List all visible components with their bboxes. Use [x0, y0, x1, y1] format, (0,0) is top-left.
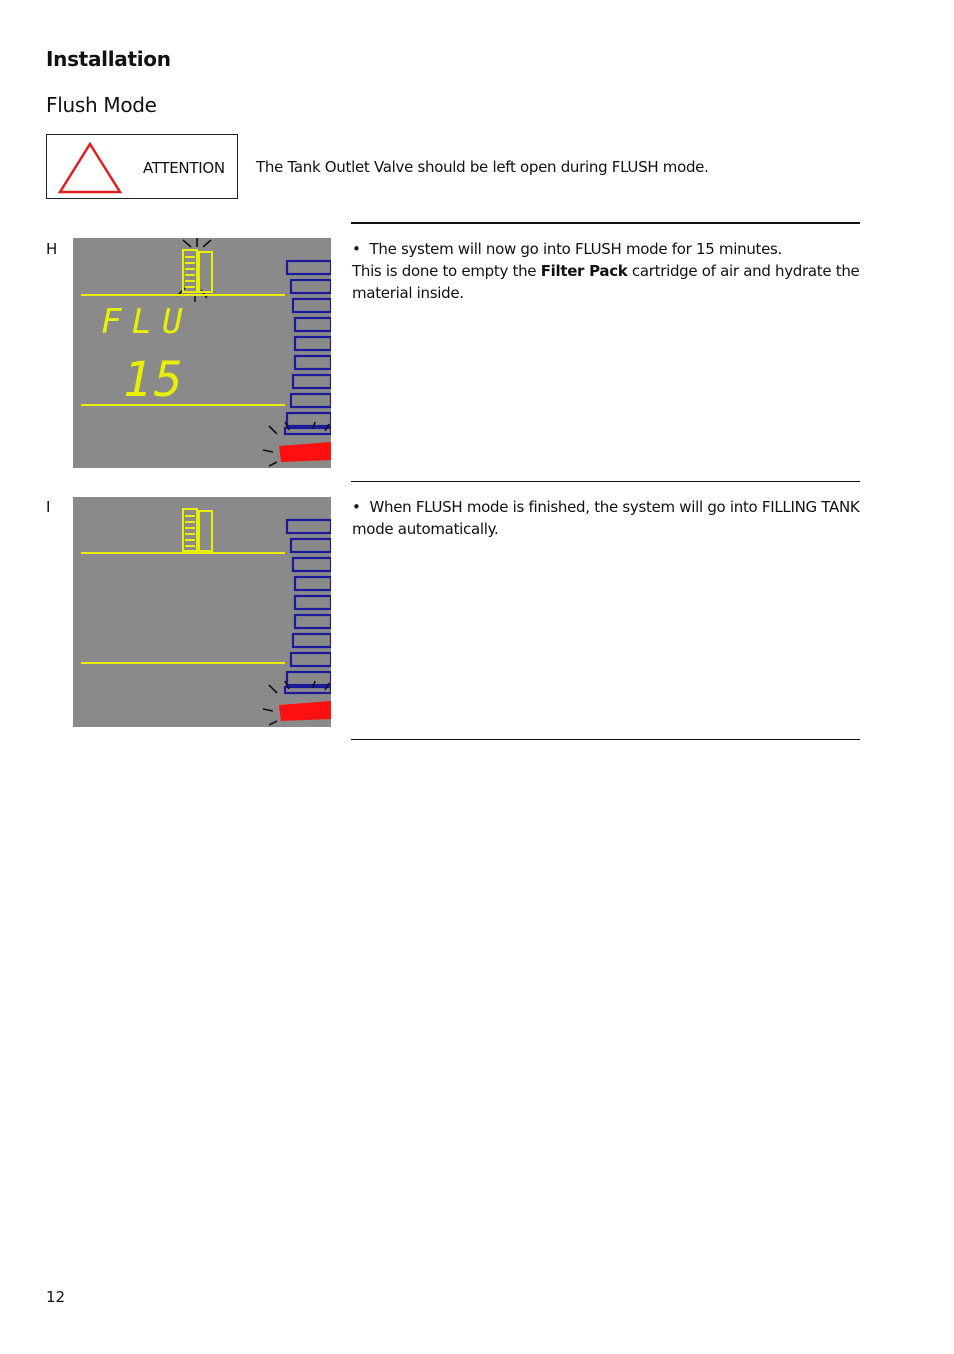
lcd-mode-text: FLU	[101, 302, 193, 342]
red-indicator	[279, 701, 331, 721]
cartridge-icon	[183, 509, 212, 551]
bullet: •	[352, 498, 361, 516]
paragraph-text: This is done to empty the	[352, 262, 541, 280]
product-name: Filter Pack	[540, 262, 628, 280]
paragraph-text: cartridge of air and hydrate the material inside.	[352, 262, 860, 302]
step-letter: H	[46, 240, 58, 258]
paragraph	[352, 260, 862, 304]
bullet-text: When FLUSH mode is finished, the system will go into FILLING TANK mode automatically.	[352, 498, 860, 538]
lcd-display-flush	[73, 238, 331, 468]
subsection-title: Flush Mode	[46, 93, 157, 117]
divider	[351, 739, 860, 740]
bullet-item	[352, 238, 862, 260]
bullet-text: The system will now go into FLUSH mode for 15 minutes.	[369, 240, 783, 258]
cartridge-icon	[183, 250, 212, 292]
attention-text: The Tank Outlet Valve should be left open during FLUSH mode.	[256, 158, 709, 176]
attention-box	[46, 134, 238, 199]
section-title: Installation	[46, 47, 171, 71]
warning-triangle-icon	[57, 141, 123, 195]
tank-level-icon	[285, 520, 331, 693]
step-h-text	[352, 238, 862, 304]
divider	[351, 222, 860, 224]
tank-level-icon	[285, 261, 331, 434]
bullet-item	[352, 496, 862, 540]
attention-label: ATTENTION	[143, 159, 225, 177]
step-i-text	[352, 496, 862, 540]
lcd-display-finished	[73, 497, 331, 727]
bullet: •	[352, 240, 361, 258]
red-indicator	[279, 442, 331, 462]
divider	[351, 481, 860, 482]
page-number: 12	[46, 1288, 66, 1306]
step-letter: I	[46, 498, 51, 516]
lcd-minutes-text: 15	[123, 352, 185, 408]
